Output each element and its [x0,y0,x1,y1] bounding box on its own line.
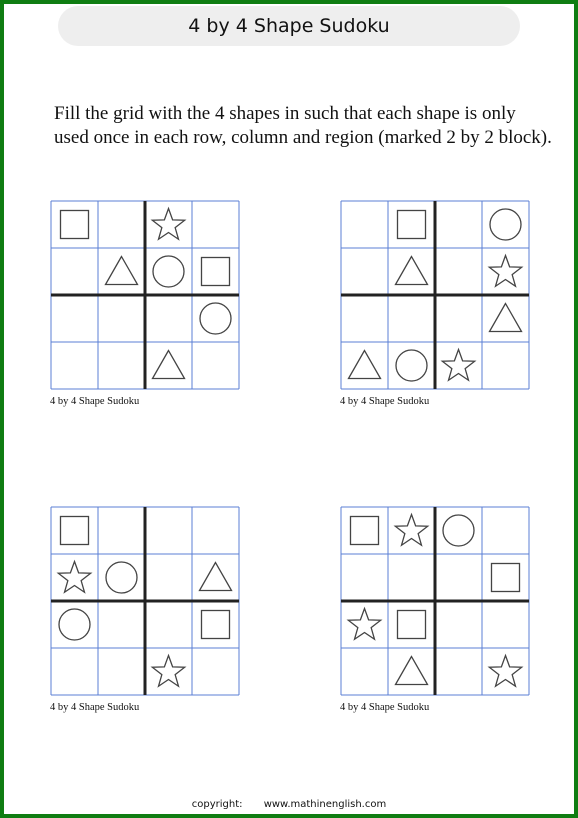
sudoku-puzzle-3 [50,506,240,713]
instructions [54,102,552,150]
triangle-icon [349,351,381,379]
star-icon [442,350,474,381]
square-icon [492,564,520,592]
page-title: 4 by 4 Shape Sudoku [58,6,520,46]
square-icon [351,517,379,545]
puzzle-caption: 4 by 4 Shape Sudoku [50,396,140,407]
circle-icon [396,350,427,381]
sudoku-grid [340,200,530,390]
sudoku-puzzle-4 [340,506,530,713]
star-icon [348,609,380,640]
sudoku-grid [340,506,530,696]
triangle-icon [396,657,428,685]
instructions-line-1: Fill the grid with the 4 shapes in such that each shape is only [54,103,516,124]
circle-icon [443,515,474,546]
copyright-label: copyright: [191,799,243,810]
square-icon [398,211,426,239]
footer [0,799,578,810]
star-icon [395,515,427,546]
star-icon [489,656,521,687]
sudoku-grid [50,506,240,696]
puzzle-caption: 4 by 4 Shape Sudoku [340,396,430,407]
triangle-icon [153,351,185,379]
star-icon [489,256,521,287]
sudoku-grid [50,200,240,390]
square-icon [61,211,89,239]
star-icon [152,656,184,687]
website-link[interactable]: www.mathinenglish.com [263,799,387,810]
circle-icon [490,209,521,240]
square-icon [398,611,426,639]
puzzle-caption: 4 by 4 Shape Sudoku [50,702,140,713]
triangle-icon [200,563,232,591]
triangle-icon [490,304,522,332]
triangle-icon [396,257,428,285]
sudoku-puzzle-1 [50,200,240,407]
puzzle-caption: 4 by 4 Shape Sudoku [340,702,430,713]
instructions-line-2: used once in each row, column and region (marked 2 by 2 block). [54,127,552,148]
triangle-icon [106,257,138,285]
square-icon [202,258,230,286]
circle-icon [200,303,231,334]
star-icon [152,209,184,240]
square-icon [61,517,89,545]
circle-icon [106,562,137,593]
square-icon [202,611,230,639]
sudoku-puzzle-2 [340,200,530,407]
circle-icon [59,609,90,640]
circle-icon [153,256,184,287]
star-icon [58,562,90,593]
